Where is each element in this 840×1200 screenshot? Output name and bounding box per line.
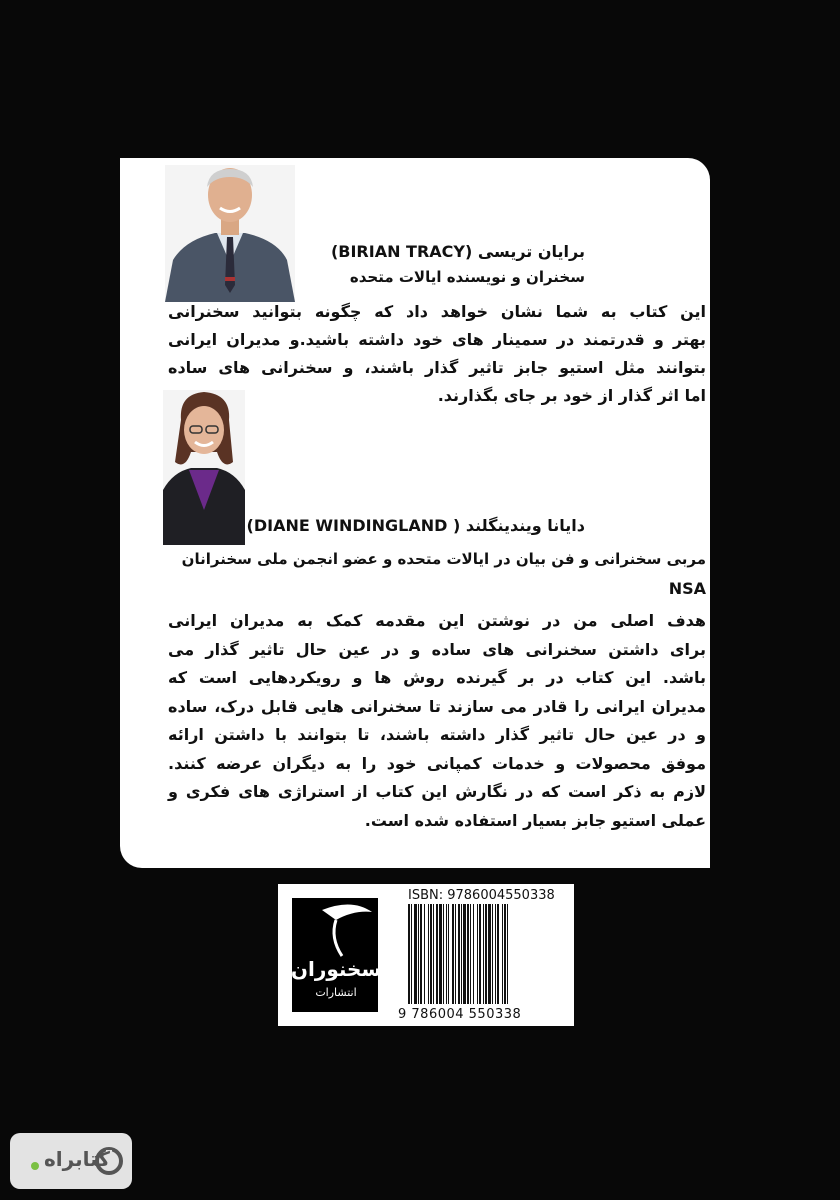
isbn-label: ISBN: 9786004550338 <box>408 888 555 903</box>
quote-line: لازم به ذکر است که در نگارش این کتاب از استراژی های فکری و <box>168 782 706 801</box>
ketabrah-watermark-text: کتابراه <box>44 1147 110 1171</box>
publisher-logo <box>292 898 378 1012</box>
barcode-box <box>278 884 574 1026</box>
barcode <box>406 904 570 1006</box>
quote-line: برای داشتن سخنرانی های ساده و در عین حال تاثیر گذار می <box>168 639 706 659</box>
quote-line: این کتاب به شما نشان خواهد داد که چگونه بتوانید سخنرانی <box>168 302 706 321</box>
quote-line: اما اثر گذار از خود بر جای بگذارند. <box>437 386 706 405</box>
quote-line: بتوانند مثل استیو جابز تاثیر گذار باشند، و سخنرانی های ساده <box>168 358 706 377</box>
quote-line: عملی استیو جابز بسیار استفاده شده است. <box>364 810 706 830</box>
quote-line: مدیران ایرانی را قادر می سازند تا سخنرانی هایی قابل درک، ساده <box>168 696 706 716</box>
brian-tracy-quote <box>168 298 706 410</box>
quote-line: بهتر و قدرتمند در سمینار های خود داشته باشید.و مدیران ایرانی <box>168 330 706 349</box>
diane-windingland-subtitle: مربی سخنرانی و فن بیان در ایالات متحده و عضو انجمن ملی سخنرانان <box>181 550 706 568</box>
brian-tracy-subtitle: سخنران و نویسنده ایالات متحده <box>349 268 585 286</box>
brian-tracy-photo <box>165 165 295 302</box>
isbn-digits: 9 786004 550338 <box>398 1007 522 1022</box>
publisher-logo-subtext: انتشارات <box>315 986 357 999</box>
ketabrah-watermark <box>10 1133 132 1189</box>
diane-windingland-heading: دایانا ویندینگلند ( DIANE WINDINGLAND) <box>246 516 585 535</box>
quote-line: هدف اصلی من در نوشتن این مقدمه کمک به مدیران ایرانی <box>168 611 706 630</box>
quote-line: موفق محصولات و خدمات کمپانی خود را به دیگران عرضه کنند. <box>168 753 706 773</box>
diane-windingland-quote <box>168 607 706 835</box>
publisher-logo-text: سخنوران <box>292 957 378 981</box>
green-dot-icon <box>30 1161 40 1171</box>
nsa-label: NSA <box>668 579 706 598</box>
quote-line: باشد. این کتاب در بر گیرنده روش ها و رویکردهایی است که <box>168 668 706 687</box>
brian-tracy-heading: برایان تریسی (BIRIAN TRACY) <box>330 242 585 261</box>
diane-windingland-photo <box>163 390 245 545</box>
quote-line: و در عین حال تاثیر گذار داشته باشند، تا بتوانند با داشتن ارائه <box>168 725 706 744</box>
